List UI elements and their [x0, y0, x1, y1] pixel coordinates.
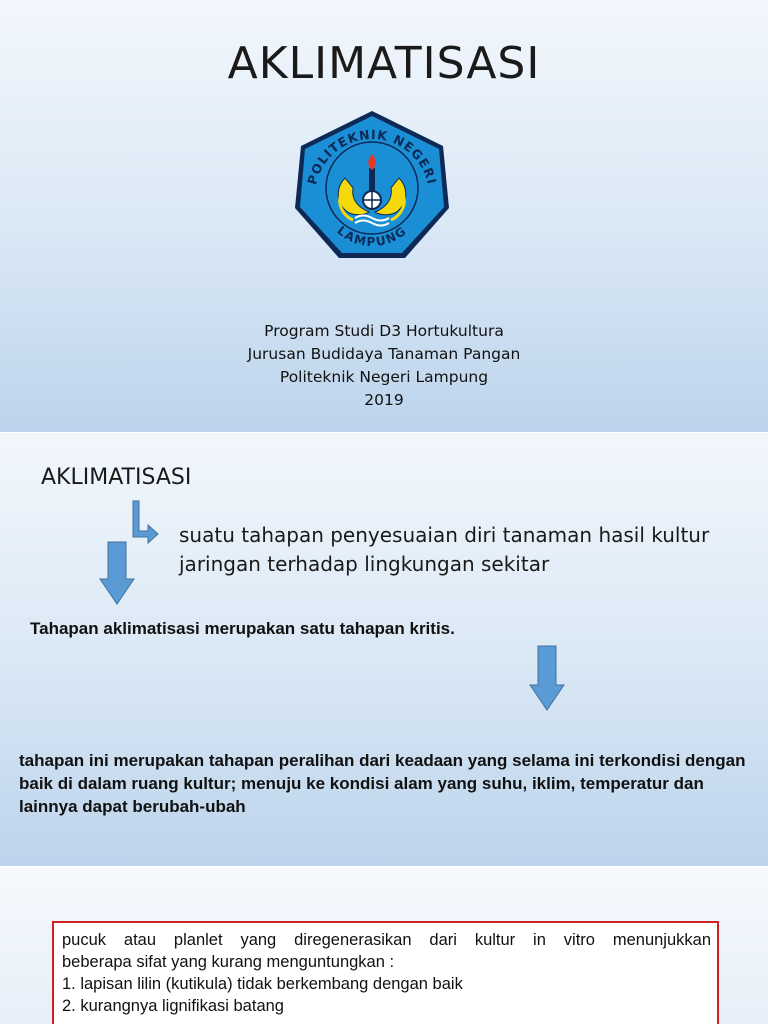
politeknik-logo-icon: [293, 108, 451, 264]
characteristics-box: [52, 921, 719, 1024]
title-slide: [0, 0, 768, 433]
definition-text: suatu tahapan penyesuaian diri tanaman hasil kultur jaringan terhadap lingkungan sekitar: [179, 523, 710, 576]
subtitle-year: 2019: [364, 391, 404, 409]
logo-text-bottom: LAMPUNG: [334, 223, 410, 249]
list-item: 2. kurangnya lignifikasi batang: [62, 997, 284, 1015]
subtitle-program: Program Studi D3 Hortukultura: [264, 322, 504, 340]
down-arrow-icon: [99, 541, 135, 605]
down-arrow-icon: [529, 645, 565, 711]
intro-line: beberapa sifat yang kurang menguntungkan :: [62, 953, 395, 971]
transition-statement: tahapan ini merupakan tahapan peralihan dari keadaan yang selama ini terkondisi dengan baik di dalam ruang kultur; menuju ke kondisi alam yang suhu, iklim, temperatur dan lainnya dapat berubah-ubah: [19, 751, 746, 816]
logo-text-top: POLITEKNIK NEGERI: [304, 126, 440, 187]
characteristics-slide: [0, 868, 768, 1024]
slide-title: AKLIMATISASI: [227, 38, 541, 89]
subtitle-department: Jurusan Budidaya Tanaman Pangan: [247, 345, 521, 363]
subtitle-institution: Politeknik Negeri Lampung: [279, 368, 489, 386]
subtitle-block: [0, 320, 768, 412]
definition-slide: [0, 433, 768, 866]
section-heading: AKLIMATISASI: [41, 465, 192, 490]
intro-line: pucuk atau planlet yang diregenerasikan dari kultur in vitro menunjukkan: [62, 931, 711, 949]
bent-arrow-icon: [130, 499, 160, 545]
list-item: 1. lapisan lilin (kutikula) tidak berkembang dengan baik: [62, 975, 463, 993]
critical-statement: Tahapan aklimatisasi merupakan satu tahapan kritis.: [30, 619, 455, 638]
